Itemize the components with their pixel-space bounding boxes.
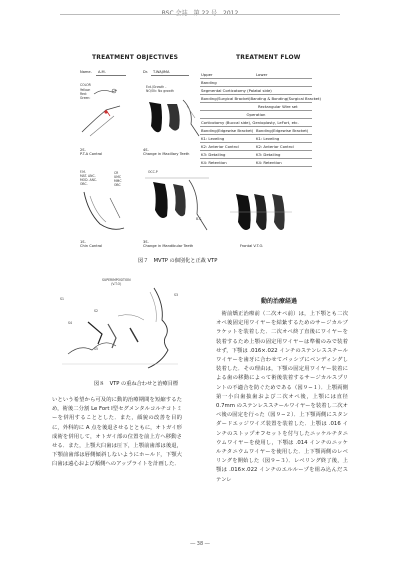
name-value: A.M. xyxy=(98,70,106,74)
flow-cell-upper: Bonding(Surgical Bracket) xyxy=(201,96,251,101)
superimposition-label-s4: S4 xyxy=(68,321,72,325)
dr-value: T.WAJIMA xyxy=(153,70,170,74)
ref-label-obc: OBC. xyxy=(80,182,88,186)
ref-check-obc: OBC xyxy=(114,183,121,187)
flow-row xyxy=(200,158,312,167)
section-heading: 動的治療経過 xyxy=(261,298,298,305)
color-item-green: Green: xyxy=(80,96,91,100)
flow-cell-lower: K4: Retention xyxy=(256,160,282,165)
flow-cell-lower: Bonding(Edgewise Bracket) xyxy=(256,128,309,133)
flow-cell-upper: K4: Retention xyxy=(201,160,227,165)
frontal-vto-drawing xyxy=(228,188,298,242)
color-legend-sketch xyxy=(92,84,120,102)
dr-underline xyxy=(151,75,189,76)
flow-row xyxy=(200,150,312,158)
panel-label-maxillary: 4S. Change in Maxillary Teeth xyxy=(143,148,190,157)
panel-label-mandibular: 3S. Change in Mandibular Teeth xyxy=(143,240,194,249)
color-label: COLOR xyxy=(80,83,91,87)
superimposition-label-s2: S2 xyxy=(94,309,98,313)
ext-growth-label: Ext./Growth - xyxy=(146,85,167,89)
flow-row: Banding xyxy=(200,78,312,86)
treatment-flow-table xyxy=(200,71,321,167)
superimposition-label-s1: S1 xyxy=(60,297,64,301)
pta-control-drawing xyxy=(80,102,130,144)
flow-row xyxy=(200,134,312,142)
flow-cell-lower: Banding & Bonding(Surgical Bracket) xyxy=(250,96,321,101)
flow-cell-lower: K1: Leveling xyxy=(256,136,280,141)
figure-8-caption: 図８ VTP の重ね合わせと治療目標 xyxy=(94,381,179,387)
flow-col-upper: Upper xyxy=(201,72,213,77)
left-paragraph: いという希望から可及的に動的治療期間を短縮するため，術後二分割 Le Fort Ⅰ型セグメンタルコルチコトミーを併用することとした．また，顔貌の改善を目的に，外科的に A 点を後退させるとともに，オトガイ形成術を併用して，オトガイ部の位置を前上方へ移動させる．また，上顎大臼歯は圧下，上顎前歯部は後退，下顎前歯部は唇側傾斜しないようにホールド，下顎大臼歯は遠心および頬側へのアップライトを計画した． xyxy=(52,397,182,468)
ref-label-mat-anc: MAT. ANC. xyxy=(80,174,96,178)
panel-label-chin: 1S. Chin Control xyxy=(80,240,103,249)
right-column-text xyxy=(216,310,348,536)
left-column-text xyxy=(52,396,182,472)
flow-row xyxy=(200,142,312,150)
ref-check-umc: UMC xyxy=(114,175,122,179)
dr-label: Dr. xyxy=(143,70,149,74)
color-item-red: Red: xyxy=(80,92,87,96)
ref-label-fm: F.M. xyxy=(80,170,86,174)
objectives-title: TREATMENT OBJECTIVES xyxy=(92,54,179,61)
name-underline xyxy=(96,75,126,76)
flow-row xyxy=(200,126,312,134)
header-rule xyxy=(60,14,340,15)
name-label: Name. xyxy=(80,70,92,74)
flow-header-row xyxy=(200,71,312,78)
flow-title: TREATMENT FLOW xyxy=(236,54,301,61)
flow-cell-lower: K2: Anterior Control xyxy=(256,144,294,149)
right-paragraph: 術前矯正治療前（二次オペ前）は，上下顎とも二次オペ後固定用ワイヤーを結紮するためのサージカルブラケットを装着した．二次オペ終了直後にワイヤーを装着するため上顎の固定用ワイヤーは準備のみで装着せず，下顎は .016×.022 インチのステンレススチールワイヤーを歯牙に合わせてパッシブにベンディングし装着した．その理由は，下顎の固定用ワイヤー装着による歯の移動によって術後装着するサージカルスプリントの不適合を防ぐためである（図９−１）．上顎両側第一小臼歯抜歯および二次オペ後，上顎には直径 0.7mm のステンレススチールワイヤーを装着し二次オペ後の固定を行った（図９−２）．上下顎両側にスタンダードエッジワイズ装置を装着した．上顎は .016 インチのストップオフセットを付与したニッケルチタニウムワイヤーを使用し，下顎は .014 インチのニッケルチタニウムワイヤーを使用した．上下顎両側のレベリングを開始した（図９−３）．レベリング終了後，上顎は .016×.022 インチのエルループを組み込んだステンレ xyxy=(216,311,348,483)
flow-row xyxy=(200,94,321,102)
mandibular-teeth-drawing xyxy=(143,174,213,240)
chin-control-drawing xyxy=(80,188,136,234)
running-header: BSC 会誌 第 22 号 2012 xyxy=(161,10,239,17)
frontal-vto-label: Frontal V.T.O. xyxy=(240,244,264,248)
ref-label-mod-anc: MOD. ANC. xyxy=(80,178,98,182)
panel-label-pta: 2S. P.T.A Control xyxy=(80,148,103,157)
flow-cell-upper: K2: Anterior Control xyxy=(201,144,239,149)
flow-col-lower: Lower xyxy=(256,72,268,77)
bs-label: B.S. xyxy=(196,217,203,221)
figure-7-caption: 図７ MVTP の個別化と正裁 VTP xyxy=(138,258,218,264)
flow-cell-upper: K1: Leveling xyxy=(201,136,225,141)
superimposition-drawing xyxy=(58,284,184,376)
flow-row: Rectangular Wire set xyxy=(200,102,312,110)
superimposition-label-s5: S5 xyxy=(94,347,98,351)
flow-cell-upper: Bonding(Edgewise Bracket) xyxy=(201,128,254,133)
page-number: ― 38 ― xyxy=(190,541,210,547)
no-growth-label: NO/Ok: No growth xyxy=(146,89,174,93)
flow-cell-lower: K3: Detailing xyxy=(256,152,281,157)
superimposition-title: SUPERIMPOSITION (V.T.O) xyxy=(102,278,131,286)
flow-cell-upper: K3: Detailing xyxy=(201,152,226,157)
superimposition-label-s3: S3 xyxy=(174,293,178,297)
flow-row: Corticotomy (Buccal side), Genioplasty, LeFort, etc. xyxy=(200,118,312,126)
flow-row: Operation xyxy=(200,110,312,118)
color-item-yellow: Yellow: xyxy=(80,88,91,92)
ref-check-cr: CR xyxy=(114,171,119,175)
ref-check-mmc: MMC xyxy=(114,179,122,183)
occ-plane-label: OCC.P xyxy=(148,170,158,174)
flow-row: Segmental Corticotomy (Palatal side) xyxy=(200,86,312,94)
